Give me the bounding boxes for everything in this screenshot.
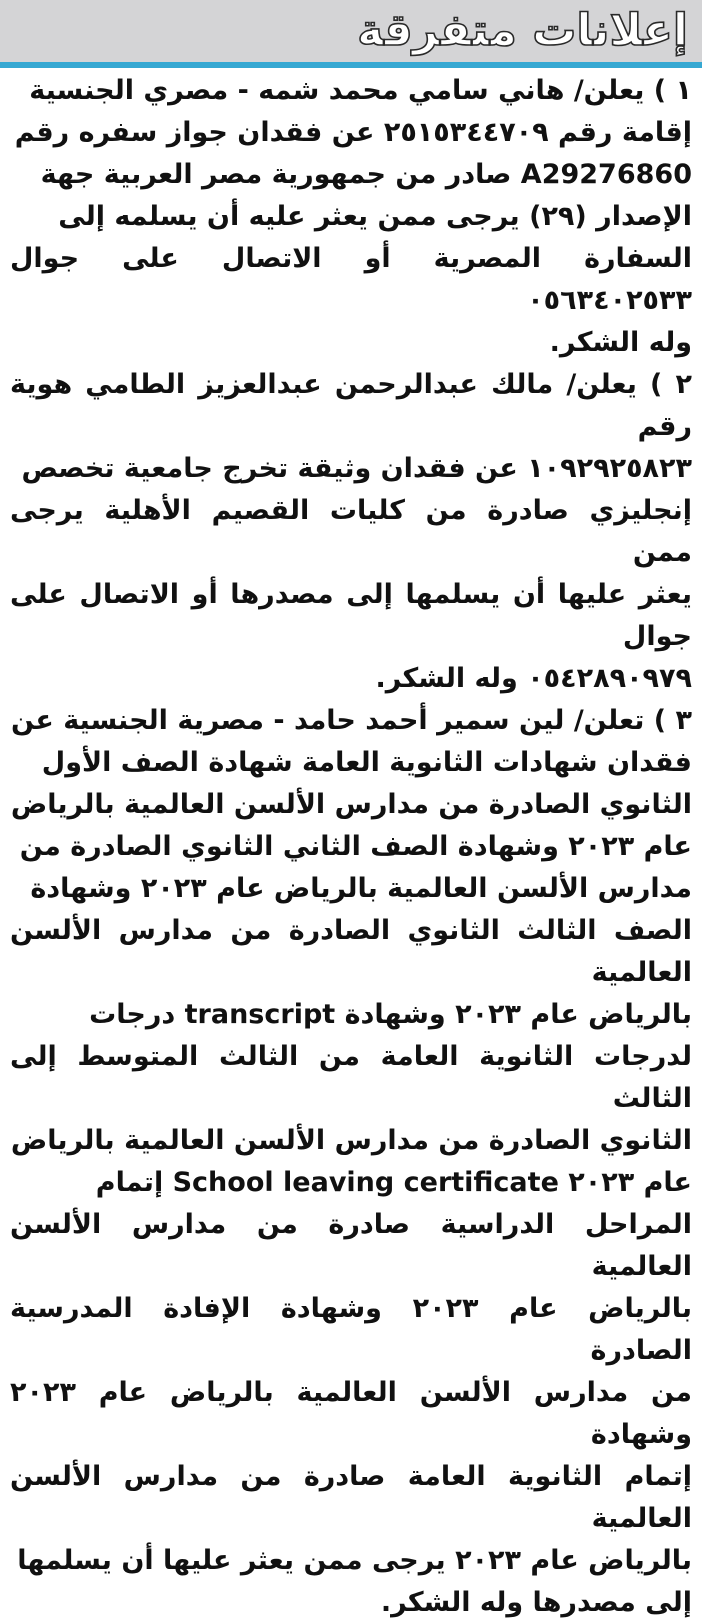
ad-line: المراحل الدراسية صادرة من مدارس الألسن العالمية: [10, 1209, 692, 1282]
ad-line: ٠٥٤٢٨٩٠٩٧٩ وله الشكر.: [375, 663, 692, 694]
ad-line: ٢ ) يعلن/ مالك عبدالرحمن عبدالعزيز الطامي هوية رقم: [10, 369, 692, 442]
ad-item-3: [10, 700, 692, 1624]
ad-line: ١ ) يعلن/ هاني سامي محمد شمه - مصري الجنسية: [29, 75, 692, 106]
ad-line: الثانوي الصادرة من مدارس الألسن العالمية بالرياض: [10, 789, 692, 820]
ad-line: إنجليزي صادرة من كليات القصيم الأهلية يرجى ممن: [10, 495, 692, 568]
ad-line: يعثر عليها أن يسلمها إلى مصدرها أو الاتصال على جوال: [10, 579, 692, 652]
ad-line: مدارس الألسن العالمية بالرياض عام ٢٠٢٣ وشهادة: [30, 873, 692, 904]
ad-line: بالرياض عام ٢٠٢٣ وشهادة الإفادة المدرسية الصادرة: [10, 1293, 692, 1366]
ad-line: عام ٢٠٢٣ وشهادة الصف الثاني الثانوي الصادرة من: [19, 831, 692, 862]
ad-line: عام ٢٠٢٣ School leaving certificate إتمام: [95, 1167, 692, 1198]
ad-line: بالرياض عام ٢٠٢٣ وشهادة transcript درجات: [89, 999, 692, 1030]
ad-line: الإصدار (٢٩) يرجى ممن يعثر عليه أن يسلمه إلى: [58, 201, 692, 232]
ad-line: إتمام الثانوية العامة صادرة من مدارس الألسن العالمية: [10, 1461, 692, 1534]
ad-line: وله الشكر.: [549, 327, 692, 358]
ad-line: بالرياض عام ٢٠٢٣ يرجى ممن يعثر عليها أن يسلمها: [17, 1545, 692, 1576]
ad-item-1: [10, 70, 692, 364]
ad-line: إقامة رقم ٢٥١٥٣٤٤٧٠٩ عن فقدان جواز سفره رقم: [14, 117, 692, 148]
ad-line: فقدان شهادات الثانوية العامة شهادة الصف الأول: [41, 747, 692, 778]
ad-line: الثانوي الصادرة من مدارس الألسن العالمية بالرياض: [10, 1125, 692, 1156]
ad-line-text: A29276860 صادر من جمهورية مصر العربية جهة: [40, 159, 692, 190]
classified-ads-body: [10, 70, 692, 1624]
section-header: [0, 0, 702, 62]
ad-line: ١٠٩٢٩٢٥٨٢٣ عن فقدان وثيقة تخرج جامعية تخصص: [21, 453, 692, 484]
ad-line: [10, 154, 692, 196]
ad-line: الصف الثالث الثانوي الصادرة من مدارس الألسن العالمية: [10, 915, 692, 988]
ad-line: ٣ ) تعلن/ لين سمير أحمد حامد - مصرية الجنسية عن: [11, 705, 692, 736]
ad-line: من مدارس الألسن العالمية بالرياض عام ٢٠٢٣ وشهادة: [10, 1377, 692, 1450]
ad-line: لدرجات الثانوية العامة من الثالث المتوسط إلى الثالث: [10, 1041, 692, 1114]
ad-item-2: [10, 364, 692, 700]
ad-line: إلى مصدرها وله الشكر.: [380, 1587, 692, 1618]
ad-line: السفارة المصرية أو الاتصال على جوال ٠٥٦٣٤٠٢٥٣٣: [10, 243, 692, 316]
section-title: إعلانات متفرقة: [357, 5, 688, 56]
header-accent-bar: [0, 62, 702, 68]
